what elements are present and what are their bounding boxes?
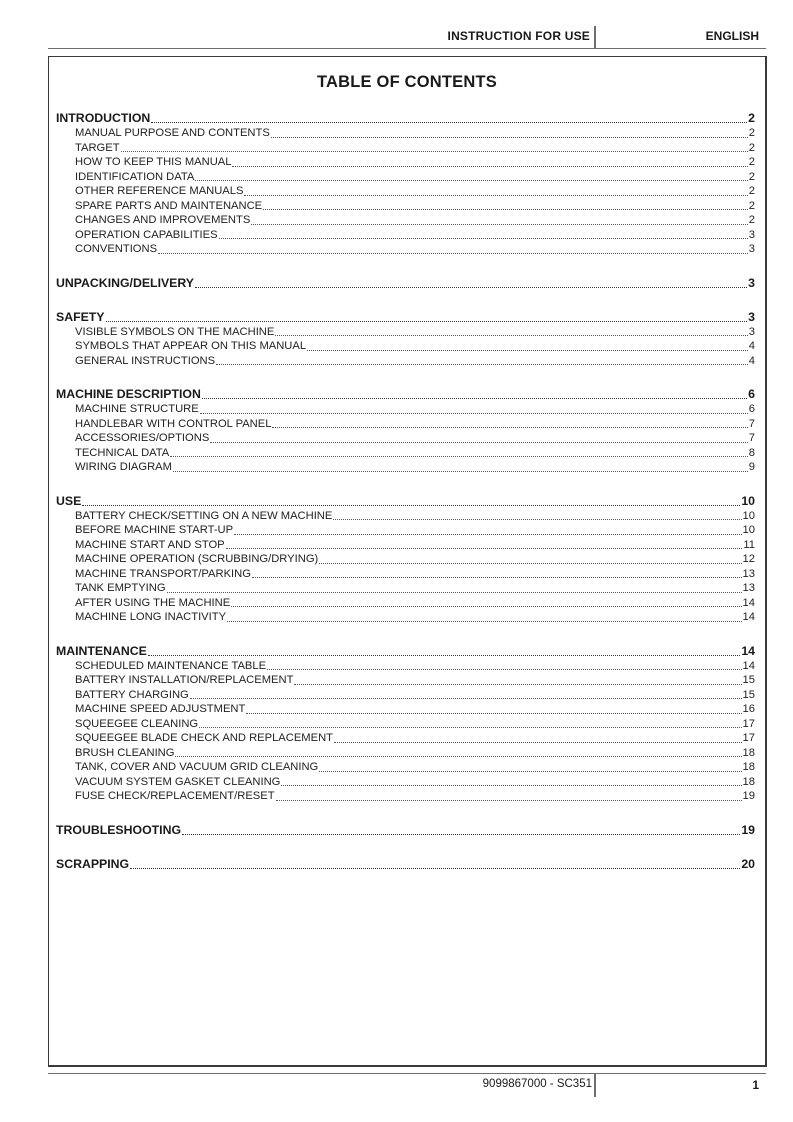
toc-entry-label: USE xyxy=(56,493,82,508)
content-frame xyxy=(48,56,767,1067)
toc-entry-label: CHANGES AND IMPROVEMENTS xyxy=(75,214,251,226)
toc-entry-page: 13 xyxy=(742,582,755,594)
toc-entry-label: GENERAL INSTRUCTIONS xyxy=(75,354,216,367)
footer-doc-code: 9099867000 - SC351 xyxy=(482,1078,592,1090)
toc-entry-page: 19 xyxy=(741,822,755,837)
toc-entry-page: 2 xyxy=(748,185,755,197)
toc-sub-entry[interactable] xyxy=(56,702,755,717)
toc-entry-label: VISIBLE SYMBOLS ON THE MACHINE xyxy=(75,325,275,338)
dot-leader xyxy=(82,505,740,506)
toc-section xyxy=(56,494,755,625)
toc-entry-page: 15 xyxy=(742,688,755,701)
toc-sub-entry[interactable] xyxy=(56,155,755,170)
toc-sub-entry[interactable] xyxy=(56,789,755,804)
dot-leader xyxy=(175,756,741,757)
dot-leader xyxy=(334,742,742,743)
toc-entry-label: MACHINE OPERATION (SCRUBBING/DRYING) xyxy=(75,553,319,565)
toc-section-entry[interactable] xyxy=(56,823,755,838)
dot-leader xyxy=(173,471,748,472)
toc-section xyxy=(56,857,755,872)
dot-leader xyxy=(244,195,747,196)
toc-entry-label: MACHINE LONG INACTIVITY xyxy=(75,611,227,623)
toc-entry-page: 2 xyxy=(748,214,755,226)
toc-entry-label: SQUEEGEE BLADE CHECK AND REPLACEMENT xyxy=(75,732,334,744)
toc-entry-label: BEFORE MACHINE START-UP xyxy=(75,524,234,536)
toc-sub-entry[interactable] xyxy=(56,552,755,567)
toc-sub-entry[interactable] xyxy=(56,228,755,243)
toc-section-entry[interactable] xyxy=(56,276,755,291)
toc-section-entry[interactable] xyxy=(56,387,755,402)
toc-entry-label: OPERATION CAPABILITIES xyxy=(75,228,218,241)
dot-leader xyxy=(190,698,742,699)
toc-entry-page: 2 xyxy=(748,111,755,125)
dot-leader xyxy=(210,442,747,443)
toc-sub-entry[interactable] xyxy=(56,446,755,461)
toc-sub-entry[interactable] xyxy=(56,760,755,775)
toc-entry-page: 18 xyxy=(742,761,755,773)
toc-entry-page: 19 xyxy=(742,790,755,802)
dot-leader xyxy=(195,180,747,181)
dot-leader xyxy=(272,427,747,428)
toc-entry-page: 10 xyxy=(742,509,755,522)
toc-section xyxy=(56,276,755,291)
toc-sub-entry[interactable] xyxy=(56,339,755,354)
toc-entry-label: SPARE PARTS AND MAINTENANCE xyxy=(75,199,263,212)
toc-entry-label: BATTERY INSTALLATION/REPLACEMENT xyxy=(75,674,294,686)
dot-leader xyxy=(106,321,748,322)
dot-leader xyxy=(151,122,747,123)
dot-leader xyxy=(252,577,742,578)
toc-section xyxy=(56,111,755,257)
dot-leader xyxy=(167,592,742,593)
toc-sub-entry[interactable] xyxy=(56,596,755,611)
toc-entry-label: SAFETY xyxy=(56,309,105,324)
toc-entry-label: IDENTIFICATION DATA xyxy=(75,170,195,183)
header-language: ENGLISH xyxy=(705,29,759,43)
dot-leader xyxy=(246,713,741,714)
toc-entry-page: 2 xyxy=(748,199,755,212)
toc-entry-page: 2 xyxy=(748,127,755,139)
toc-entry-page: 14 xyxy=(742,596,755,609)
toc-sub-entry[interactable] xyxy=(56,688,755,703)
dot-leader xyxy=(319,771,741,772)
table-of-contents xyxy=(56,111,755,891)
toc-entry-page: 17 xyxy=(742,717,755,730)
toc-sub-entry[interactable] xyxy=(56,538,755,553)
dot-leader xyxy=(307,350,748,351)
toc-entry-page: 8 xyxy=(748,446,755,459)
page-footer xyxy=(48,1073,766,1098)
toc-sub-entry[interactable] xyxy=(56,431,755,446)
toc-sub-entry[interactable] xyxy=(56,731,755,746)
dot-leader xyxy=(275,335,747,336)
dot-leader xyxy=(251,224,747,225)
dot-leader xyxy=(219,238,748,239)
toc-sub-entry[interactable] xyxy=(56,567,755,582)
toc-entry-label: SCHEDULED MAINTENANCE TABLE xyxy=(75,659,267,672)
dot-leader xyxy=(195,287,747,288)
footer-page-number: 1 xyxy=(752,1078,759,1092)
dot-leader xyxy=(121,151,748,152)
toc-entry-label: TANK EMPTYING xyxy=(75,582,166,594)
toc-sub-entry[interactable] xyxy=(56,126,755,141)
toc-sub-entry[interactable] xyxy=(56,325,755,340)
toc-entry-label: MACHINE TRANSPORT/PARKING xyxy=(75,567,251,580)
toc-sub-entry[interactable] xyxy=(56,673,755,688)
toc-section-entry[interactable] xyxy=(56,310,755,325)
toc-entry-label: INTRODUCTION xyxy=(56,111,151,125)
toc-sub-entry[interactable] xyxy=(56,775,755,790)
toc-section xyxy=(56,823,755,838)
dot-leader xyxy=(319,563,741,564)
toc-sub-entry[interactable] xyxy=(56,242,755,257)
dot-leader xyxy=(281,785,741,786)
dot-leader xyxy=(216,364,748,365)
toc-entry-page: 3 xyxy=(748,325,755,338)
toc-entry-label: BRUSH CLEANING xyxy=(75,746,175,759)
toc-entry-page: 4 xyxy=(748,340,755,352)
toc-entry-page: 17 xyxy=(742,732,755,744)
toc-entry-label: MACHINE START AND STOP xyxy=(75,538,225,551)
toc-entry-page: 18 xyxy=(742,775,755,788)
toc-section-entry[interactable] xyxy=(56,494,755,509)
dot-leader xyxy=(227,621,741,622)
toc-sub-entry[interactable] xyxy=(56,417,755,432)
toc-entry-label: MACHINE STRUCTURE xyxy=(75,403,199,415)
toc-entry-page: 14 xyxy=(742,659,755,672)
toc-sub-entry[interactable] xyxy=(56,659,755,674)
toc-entry-page: 10 xyxy=(742,524,755,536)
toc-entry-label: VACUUM SYSTEM GASKET CLEANING xyxy=(75,775,281,788)
toc-entry-page: 7 xyxy=(748,432,755,444)
toc-entry-label: CONVENTIONS xyxy=(75,243,158,255)
page-title: TABLE OF CONTENTS xyxy=(316,73,497,91)
header-divider xyxy=(594,26,596,49)
toc-entry-label: SYMBOLS THAT APPEAR ON THIS MANUAL xyxy=(75,340,307,352)
toc-sub-entry[interactable] xyxy=(56,199,755,214)
toc-sub-entry[interactable] xyxy=(56,581,755,596)
toc-entry-label: SQUEEGEE CLEANING xyxy=(75,717,199,730)
toc-section xyxy=(56,310,755,369)
dot-leader xyxy=(199,727,741,728)
dot-leader xyxy=(226,548,743,549)
toc-entry-label: BATTERY CHECK/SETTING ON A NEW MACHINE xyxy=(75,509,333,522)
toc-entry-page: 2 xyxy=(748,170,755,183)
toc-section-entry[interactable] xyxy=(56,111,755,126)
toc-entry-page: 6 xyxy=(748,403,755,415)
page-header xyxy=(48,26,766,49)
toc-sub-entry[interactable] xyxy=(56,184,755,199)
dot-leader xyxy=(232,166,747,167)
toc-entry-page: 9 xyxy=(748,461,755,473)
toc-entry-page: 18 xyxy=(742,746,755,759)
toc-entry-page: 14 xyxy=(742,611,755,623)
toc-entry-page: 4 xyxy=(748,354,755,367)
toc-entry-label: UNPACKING/DELIVERY xyxy=(56,275,195,290)
toc-entry-label: HANDLEBAR WITH CONTROL PANEL xyxy=(75,417,272,430)
toc-entry-label: FUSE CHECK/REPLACEMENT/RESET xyxy=(75,790,275,802)
dot-leader xyxy=(276,800,742,801)
toc-section xyxy=(56,644,755,804)
toc-sub-entry[interactable] xyxy=(56,523,755,538)
toc-entry-label: ACCESSORIES/OPTIONS xyxy=(75,432,210,444)
toc-sub-entry[interactable] xyxy=(56,402,755,417)
toc-entry-page: 3 xyxy=(748,309,755,324)
toc-entry-label: TROUBLESHOOTING xyxy=(56,822,182,837)
toc-sub-entry[interactable] xyxy=(56,141,755,156)
toc-entry-label: MANUAL PURPOSE AND CONTENTS xyxy=(75,127,270,139)
toc-sub-entry[interactable] xyxy=(56,213,755,228)
toc-entry-page: 14 xyxy=(741,643,755,658)
toc-entry-label: TANK, COVER AND VACUUM GRID CLEANING xyxy=(75,761,319,773)
toc-entry-page: 15 xyxy=(742,674,755,686)
toc-entry-page: 13 xyxy=(742,567,755,580)
toc-entry-label: OTHER REFERENCE MANUALS xyxy=(75,185,244,197)
toc-section-entry[interactable] xyxy=(56,644,755,659)
toc-entry-page: 2 xyxy=(748,156,755,168)
toc-entry-label: MAINTENANCE xyxy=(56,643,147,658)
toc-entry-page: 12 xyxy=(742,553,755,565)
toc-entry-page: 3 xyxy=(748,228,755,241)
toc-entry-page: 10 xyxy=(741,493,755,508)
toc-entry-label: MACHINE DESCRIPTION xyxy=(56,387,201,401)
toc-sub-entry[interactable] xyxy=(56,717,755,732)
dot-leader xyxy=(333,519,741,520)
dot-leader xyxy=(234,534,741,535)
toc-entry-page: 3 xyxy=(748,243,755,255)
toc-entry-label: SCRAPPING xyxy=(56,856,130,871)
toc-entry-label: MACHINE SPEED ADJUSTMENT xyxy=(75,703,246,715)
dot-leader xyxy=(202,398,747,399)
toc-entry-page: 3 xyxy=(748,275,755,290)
toc-sub-entry[interactable] xyxy=(56,460,755,475)
toc-entry-page: 16 xyxy=(742,703,755,715)
header-doc-label: INSTRUCTION FOR USE xyxy=(447,29,590,43)
dot-leader xyxy=(148,655,740,656)
toc-entry-page: 6 xyxy=(748,387,755,401)
toc-sub-entry[interactable] xyxy=(56,354,755,369)
dot-leader xyxy=(200,413,748,414)
dot-leader xyxy=(158,253,748,254)
dot-leader xyxy=(130,868,740,869)
toc-entry-label: HOW TO KEEP THIS MANUAL xyxy=(75,156,232,168)
toc-entry-label: BATTERY CHARGING xyxy=(75,688,189,701)
toc-sub-entry[interactable] xyxy=(56,509,755,524)
toc-entry-page: 7 xyxy=(748,417,755,430)
toc-entry-label: TECHNICAL DATA xyxy=(75,446,170,459)
dot-leader xyxy=(170,456,747,457)
toc-section-entry[interactable] xyxy=(56,857,755,872)
toc-entry-page: 2 xyxy=(748,141,755,154)
toc-sub-entry[interactable] xyxy=(56,746,755,761)
toc-section xyxy=(56,387,755,475)
toc-sub-entry[interactable] xyxy=(56,170,755,185)
dot-leader xyxy=(294,684,741,685)
dot-leader xyxy=(271,137,748,138)
dot-leader xyxy=(231,606,741,607)
toc-sub-entry[interactable] xyxy=(56,610,755,625)
toc-entry-label: TARGET xyxy=(75,141,120,154)
dot-leader xyxy=(267,669,741,670)
toc-entry-page: 11 xyxy=(743,538,755,551)
footer-divider xyxy=(594,1073,596,1097)
dot-leader xyxy=(182,834,740,835)
toc-entry-page: 20 xyxy=(741,856,755,871)
toc-entry-label: WIRING DIAGRAM xyxy=(75,461,172,473)
dot-leader xyxy=(263,209,748,210)
toc-entry-label: AFTER USING THE MACHINE xyxy=(75,596,231,609)
